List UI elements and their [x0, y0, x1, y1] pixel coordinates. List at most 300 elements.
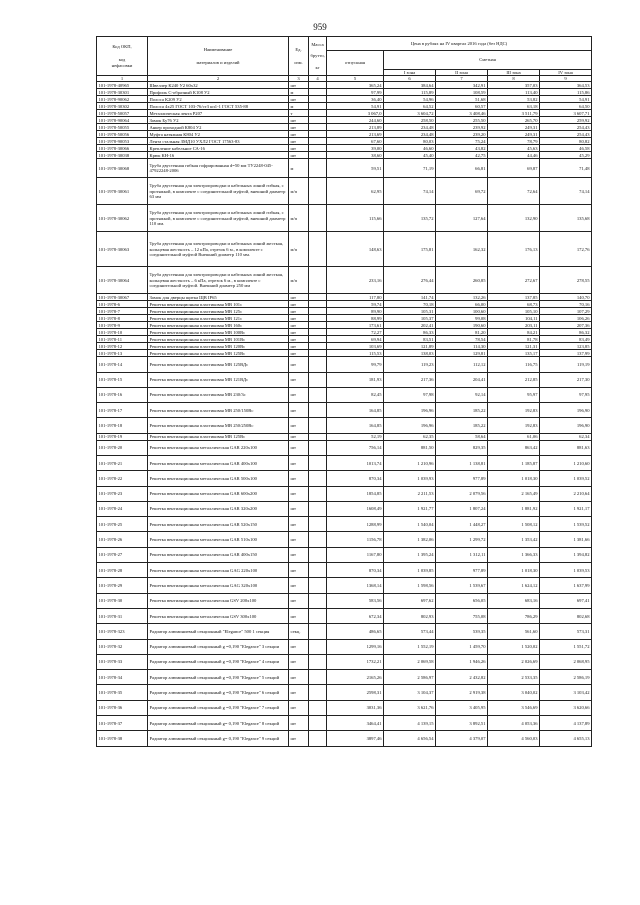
row-unit: м	[289, 103, 309, 110]
row-name: Решетка вентиляционная металлическая GAR 320x200	[148, 501, 289, 516]
row-price-zone-3: 78,79	[488, 138, 540, 145]
header-zone-2: II зона	[436, 69, 488, 75]
row-code: 101-1978-90053	[97, 138, 148, 145]
row-unit: шт	[289, 547, 309, 562]
table-row	[97, 440, 592, 455]
row-code: 101-1978-21	[97, 455, 148, 470]
col-number: 6	[384, 76, 436, 82]
row-price-zone-3: 3 040,02	[488, 685, 540, 700]
row-price-wholesale: 62,95	[327, 178, 384, 205]
page-number: 959	[313, 22, 327, 32]
row-unit: м	[289, 89, 309, 96]
row-unit: шт	[289, 336, 309, 343]
row-price-zone-4: 254,43	[540, 124, 592, 131]
col-number: 3	[289, 76, 309, 82]
row-price-zone-2: 3 892,51	[436, 716, 488, 731]
row-mass	[309, 731, 327, 746]
row-mass	[309, 159, 327, 178]
row-price-zone-3: 1 018,30	[488, 563, 540, 578]
row-price-zone-4: 123,85	[540, 343, 592, 350]
row-unit: шт	[289, 501, 309, 516]
row-name: Решетка вентиляционная пластиковая МВ 125ВДс	[148, 357, 289, 372]
row-code: 101-1978-15	[97, 372, 148, 387]
row-price-zone-3: 44,46	[488, 152, 540, 159]
row-price-wholesale: 365,24	[327, 82, 384, 89]
row-code: 101-1978-30064	[97, 267, 148, 294]
row-price-zone-4: 137,99	[540, 350, 592, 357]
row-name: Труба двустенная для электропроводки и кабельных линий гибкая, с протяжкой, в комплекте с соединительной муфтой, внешний диаметр 110 мм.	[148, 205, 289, 232]
row-price-wholesale: 3897,46	[327, 731, 384, 746]
row-price-zone-3: 121,31	[488, 343, 540, 350]
row-price-zone-4: 80,82	[540, 138, 592, 145]
row-unit: шт	[289, 418, 309, 433]
row-mass	[309, 670, 327, 685]
row-price-wholesale: 486,65	[327, 624, 384, 639]
row-price-zone-4: 254,43	[540, 131, 592, 138]
row-price-wholesale: 870,34	[327, 563, 384, 578]
row-name: Решетка вентиляционная пластиковая МВ 101Вс	[148, 336, 289, 343]
row-mass	[309, 433, 327, 440]
row-unit: шт	[289, 486, 309, 501]
table-row	[97, 329, 592, 336]
header-estimate: Сметная	[384, 51, 592, 70]
row-price-zone-1: 1 598,56	[384, 578, 436, 593]
row-price-zone-3: 561,60	[488, 624, 540, 639]
row-price-wholesale: 181,93	[327, 372, 384, 387]
row-price-zone-1: 3 104,37	[384, 685, 436, 700]
row-price-zone-2: 1 807,24	[436, 501, 488, 516]
row-code: 101-1978-33	[97, 654, 148, 669]
row-unit: шт	[289, 532, 309, 547]
row-price-zone-2: 1 138,81	[436, 455, 488, 470]
table-row	[97, 486, 592, 501]
row-unit: шт	[289, 440, 309, 455]
row-price-zone-1: 97,98	[384, 387, 436, 402]
row-price-wholesale: 59,74	[327, 301, 384, 308]
row-price-zone-3: 203,11	[488, 322, 540, 329]
row-code: 101-1978-17	[97, 403, 148, 418]
row-price-zone-4: 2 210,64	[540, 486, 592, 501]
row-code: 101-1978-28	[97, 563, 148, 578]
row-price-zone-4: 1 637,99	[540, 578, 592, 593]
row-code: 101-1978-30066	[97, 145, 148, 152]
row-name: Замок для дверцы щитка ЩВ IP65	[148, 294, 289, 301]
row-price-zone-3: 63,18	[488, 103, 540, 110]
row-price-zone-3: 72,64	[488, 178, 540, 205]
row-mass	[309, 387, 327, 402]
header-mass-line3: кг	[315, 64, 320, 70]
row-mass	[309, 700, 327, 715]
row-price-zone-2: 81,20	[436, 329, 488, 336]
table-row	[97, 103, 592, 110]
header-code-line1: Код ОКП,	[112, 44, 132, 50]
row-name: Решетка вентиляционная пластиковая МВ 121ВДс	[148, 372, 289, 387]
row-price-wholesale: 36,40	[327, 96, 384, 103]
row-unit: м/п	[289, 267, 309, 294]
col-number: 7	[436, 76, 488, 82]
row-price-zone-2: 2 432,82	[436, 670, 488, 685]
row-price-zone-2: 162,32	[436, 232, 488, 267]
row-price-zone-4: 172,76	[540, 232, 592, 267]
row-unit: секц.	[289, 624, 309, 639]
row-price-zone-3: 113,40	[488, 89, 540, 96]
row-price-zone-2: 99,08	[436, 315, 488, 322]
row-price-zone-1: 115,89	[384, 89, 436, 96]
row-mass	[309, 486, 327, 501]
row-price-zone-3: 116,75	[488, 357, 540, 372]
row-mass	[309, 593, 327, 608]
table-row	[97, 387, 592, 402]
row-price-wholesale: 233,16	[327, 267, 384, 294]
row-price-zone-4: 2 068,95	[540, 654, 592, 669]
row-name: Решетка вентиляционная пластиковая МВ 121с	[148, 315, 289, 322]
row-price-zone-4: 64,50	[540, 103, 592, 110]
row-name: Радиатор алюминиевый секционный g =0,190 "Elegance" 5 секций	[148, 670, 289, 685]
row-price-wholesale: 59,51	[327, 159, 384, 178]
table-row	[97, 670, 592, 685]
row-name: Решетка вентиляционная металлическая GSV 300x100	[148, 608, 289, 623]
row-price-wholesale: 38,60	[327, 152, 384, 159]
row-price-zone-1: 71,19	[384, 159, 436, 178]
row-price-zone-2: 829,35	[436, 440, 488, 455]
row-price-zone-3: 272,67	[488, 267, 540, 294]
row-mass	[309, 336, 327, 343]
table-row	[97, 82, 592, 89]
row-unit: шт	[289, 152, 309, 159]
row-price-zone-3: 786,29	[488, 608, 540, 623]
row-price-zone-1: 1 540,04	[384, 517, 436, 532]
row-price-zone-4: 45,29	[540, 152, 592, 159]
row-code: 101-1978-30068	[97, 159, 148, 178]
row-code: 101-1978-20	[97, 440, 148, 455]
row-price-zone-1: 276,44	[384, 267, 436, 294]
row-mass	[309, 117, 327, 124]
row-price-wholesale: 1288,99	[327, 517, 384, 532]
row-price-zone-1: 3 604,72	[384, 110, 436, 117]
table-row	[97, 455, 592, 470]
table-row	[97, 593, 592, 608]
row-price-zone-3: 192,83	[488, 403, 540, 418]
row-unit: шт	[289, 700, 309, 715]
row-price-zone-4: 107,29	[540, 308, 592, 315]
table-body	[97, 82, 592, 746]
row-price-zone-1: 1 921,77	[384, 501, 436, 516]
header-mass-line1: Масса	[311, 42, 324, 48]
row-price-zone-1: 1 395,24	[384, 547, 436, 562]
row-price-zone-2: 1 312,11	[436, 547, 488, 562]
row-price-zone-2: 342,91	[436, 82, 488, 89]
row-price-zone-2: 66,81	[436, 159, 488, 178]
row-name: Решетка вентиляционная пластиковая МВ 101с	[148, 301, 289, 308]
row-price-zone-1: 62,35	[384, 433, 436, 440]
row-price-zone-4: 4 137,89	[540, 716, 592, 731]
header-name-line2: материалов и изделий	[196, 60, 240, 65]
row-unit: шт	[289, 308, 309, 315]
row-mass	[309, 82, 327, 89]
row-mass	[309, 471, 327, 486]
table-row	[97, 501, 592, 516]
row-price-wholesale: 115,66	[327, 205, 384, 232]
row-code: 101-1978-10	[97, 329, 148, 336]
row-price-zone-4: 140,70	[540, 294, 592, 301]
row-price-zone-2: 204,41	[436, 372, 488, 387]
row-price-zone-2: 78,54	[436, 336, 488, 343]
row-price-zone-1: 83,51	[384, 336, 436, 343]
row-code: 101-1978-32	[97, 639, 148, 654]
row-mass	[309, 343, 327, 350]
row-price-zone-2: 112,12	[436, 357, 488, 372]
row-price-wholesale: 89,90	[327, 308, 384, 315]
row-name: Труба двустенная гибкая гофрированная d=50 мм ТУ2248-045-47922248-2006	[148, 159, 289, 178]
header-code	[97, 37, 148, 76]
row-price-zone-3: 249,31	[488, 124, 540, 131]
row-price-zone-3: 4 560,03	[488, 731, 540, 746]
row-name: Решетка вентиляционная пластиковая МВ 250/150Вс	[148, 403, 289, 418]
row-price-zone-3: 3 511,79	[488, 110, 540, 117]
row-code: 101-1978-30063	[97, 232, 148, 267]
table-row	[97, 178, 592, 205]
row-mass	[309, 403, 327, 418]
row-price-zone-4: 86,32	[540, 329, 592, 336]
row-price-wholesale: 3464,41	[327, 716, 384, 731]
row-price-zone-4: 135,68	[540, 205, 592, 232]
row-unit: шт	[289, 716, 309, 731]
row-name: Лента стальная ЗМД10 УХЛ2 ГОСТ 17563-83	[148, 138, 289, 145]
row-price-wholesale: 173,61	[327, 322, 384, 329]
row-price-zone-1: 1 210,96	[384, 455, 436, 470]
row-price-zone-1: 4 139,15	[384, 716, 436, 731]
row-name: Крепление кабельное СА-16	[148, 145, 289, 152]
table-row	[97, 357, 592, 372]
col-number: 5	[327, 76, 384, 82]
header-price-title: Цена в рублях на IV квартал 2016 года (без НДС)	[327, 37, 592, 51]
row-price-zone-3: 357,03	[488, 82, 540, 89]
row-unit: шт	[289, 403, 309, 418]
row-price-wholesale: 2165,26	[327, 670, 384, 685]
row-mass	[309, 517, 327, 532]
row-mass	[309, 315, 327, 322]
row-name: Решетка вентиляционная пластиковая МВ 125Вс	[148, 350, 289, 357]
row-name: Решетка вентиляционная пластиковая МВ 160с	[148, 322, 289, 329]
row-price-zone-1: 2 211,53	[384, 486, 436, 501]
row-price-zone-3: 104,11	[488, 315, 540, 322]
row-unit: м/п	[289, 205, 309, 232]
row-price-zone-3: 132,90	[488, 205, 540, 232]
row-mass	[309, 89, 327, 96]
row-price-zone-2: 190,60	[436, 322, 488, 329]
row-price-zone-3: 1 018,30	[488, 471, 540, 486]
row-name: Профиль С-образный К108 У2	[148, 89, 289, 96]
row-price-zone-2: 69,72	[436, 178, 488, 205]
row-name: Решетка вентиляционная пластиковая МВ 120Вс	[148, 343, 289, 350]
row-price-zone-3: 192,83	[488, 418, 540, 433]
row-mass	[309, 357, 327, 372]
row-code: 101-1978-30302	[97, 103, 148, 110]
row-price-zone-1: 80,03	[384, 138, 436, 145]
row-name: Решетка вентиляционная металлическая GAR 220x100	[148, 440, 289, 455]
row-unit: шт	[289, 593, 309, 608]
table-row	[97, 532, 592, 547]
row-price-zone-4: 217,30	[540, 372, 592, 387]
col-number: 9	[540, 76, 592, 82]
table-row	[97, 267, 592, 294]
header-zone-4: IV зона	[540, 69, 592, 75]
row-price-zone-1: 64,52	[384, 103, 436, 110]
row-price-zone-1: 54,96	[384, 96, 436, 103]
row-price-zone-3: 1 520,02	[488, 639, 540, 654]
row-price-zone-4: 573,31	[540, 624, 592, 639]
row-mass	[309, 685, 327, 700]
row-name: Труба двустенная для электропроводки и кабельных линий жесткая, кольцевая жесткость – 12 кПа, отрезок 6 м., в комплекте с соединительной муфтой Внешний диаметр 110 мм.	[148, 232, 289, 267]
row-unit: шт	[289, 387, 309, 402]
row-name: Радиатор алюминиевый секционный g =0,190 "Elegance" 7 секций	[148, 700, 289, 715]
row-name: Решетка вентиляционная пластиковая МВ 125с	[148, 308, 289, 315]
table-row	[97, 418, 592, 433]
row-name: Анкер проходной К804 У2	[148, 124, 289, 131]
row-price-zone-2: 539,35	[436, 624, 488, 639]
row-price-zone-2: 3 408,46	[436, 110, 488, 117]
row-price-zone-3: 2 026,69	[488, 654, 540, 669]
row-code: 101-1978-50056	[97, 131, 148, 138]
row-name: Металлическая лента Р207	[148, 110, 289, 117]
row-price-zone-2: 239,20	[436, 131, 488, 138]
table-row	[97, 624, 592, 639]
row-price-zone-2: 42,75	[436, 152, 488, 159]
table-row	[97, 131, 592, 138]
row-price-wholesale: 756,14	[327, 440, 384, 455]
row-mass	[309, 131, 327, 138]
table-row	[97, 301, 592, 308]
row-price-zone-4: 74,14	[540, 178, 592, 205]
row-price-zone-4: 802,68	[540, 608, 592, 623]
row-price-zone-1: 697,62	[384, 593, 436, 608]
header-zone-1: I зона	[384, 69, 436, 75]
row-price-zone-2: 260,85	[436, 267, 488, 294]
row-code: 101-1978-90062	[97, 96, 148, 103]
row-price-zone-3: 2 533,35	[488, 670, 540, 685]
row-mass	[309, 103, 327, 110]
row-price-zone-3: 45,63	[488, 145, 540, 152]
row-price-zone-1: 196,96	[384, 403, 436, 418]
row-price-zone-1: 135,72	[384, 205, 436, 232]
row-price-wholesale: 1299,16	[327, 639, 384, 654]
row-price-zone-1: 105,37	[384, 315, 436, 322]
row-price-zone-3: 61,06	[488, 433, 540, 440]
row-price-zone-3: 105,10	[488, 308, 540, 315]
table-row	[97, 322, 592, 329]
row-name: Полоса 4x25 ГОСТ 103-76/ст3 кп1-1 ГОСТ 535-88	[148, 103, 289, 110]
row-price-wholesale: 82,45	[327, 387, 384, 402]
row-code: 101-1978-35	[97, 685, 148, 700]
row-code: 101-1978-323	[97, 624, 148, 639]
row-price-zone-3: 4 053,36	[488, 716, 540, 731]
header-code-line3: нефасовки	[111, 62, 133, 68]
row-price-zone-2: 977,89	[436, 563, 488, 578]
row-mass	[309, 294, 327, 301]
row-code: 101-1978-38	[97, 731, 148, 746]
row-price-zone-1: 138,03	[384, 350, 436, 357]
table-row	[97, 403, 592, 418]
row-price-wholesale: 88,99	[327, 315, 384, 322]
row-price-zone-4: 697,41	[540, 593, 592, 608]
table-row	[97, 138, 592, 145]
row-price-zone-3: 863,42	[488, 440, 540, 455]
row-mass	[309, 138, 327, 145]
row-mass	[309, 455, 327, 470]
row-name: Радиатор алюминиевый секционный g =0,190 "Elegance" 6 секций	[148, 685, 289, 700]
row-unit: м/п	[289, 178, 309, 205]
row-price-zone-3: 1 353,42	[488, 532, 540, 547]
row-code: 101-1978-23	[97, 486, 148, 501]
row-code: 101-1978-6	[97, 301, 148, 308]
row-price-wholesale: 1167,80	[327, 547, 384, 562]
row-code: 101-1978-8	[97, 315, 148, 322]
header-code-line2: код	[118, 57, 126, 63]
row-price-zone-3: 68,73	[488, 301, 540, 308]
row-price-zone-4: 259,92	[540, 117, 592, 124]
row-code: 101-1978-34	[97, 670, 148, 685]
row-price-wholesale: 97,99	[327, 89, 384, 96]
table-row	[97, 608, 592, 623]
row-price-zone-3: 212,85	[488, 372, 540, 387]
row-mass	[309, 308, 327, 315]
row-mass	[309, 547, 327, 562]
row-price-wholesale: 164,85	[327, 403, 384, 418]
row-price-zone-3: 95,97	[488, 387, 540, 402]
row-name: Муфта натяжная К804 У2	[148, 131, 289, 138]
row-price-zone-4: 3 607,71	[540, 110, 592, 117]
row-code: 101-1978-13	[97, 350, 148, 357]
row-price-zone-4: 207,36	[540, 322, 592, 329]
table-row	[97, 471, 592, 486]
row-mass	[309, 232, 327, 267]
table-row	[97, 145, 592, 152]
row-price-zone-4: 3 103,42	[540, 685, 592, 700]
row-price-zone-2: 1 459,70	[436, 639, 488, 654]
row-price-zone-4: 83,49	[540, 336, 592, 343]
table-row	[97, 336, 592, 343]
row-unit: шт	[289, 563, 309, 578]
row-price-zone-4: 97,95	[540, 387, 592, 402]
row-price-zone-2: 58,64	[436, 433, 488, 440]
header-zone-3: III зона	[488, 69, 540, 75]
row-price-wholesale: 870,34	[327, 471, 384, 486]
row-price-zone-2: 92,14	[436, 387, 488, 402]
row-unit: шт	[289, 670, 309, 685]
row-mass	[309, 532, 327, 547]
row-price-zone-4: 196,90	[540, 403, 592, 418]
row-price-zone-2: 2 079,56	[436, 486, 488, 501]
row-code: 101-1978-30038	[97, 152, 148, 159]
col-number: 8	[488, 76, 540, 82]
table-row	[97, 563, 592, 578]
row-price-zone-4: 119,19	[540, 357, 592, 372]
row-mass	[309, 501, 327, 516]
row-price-zone-1: 1 552,19	[384, 639, 436, 654]
table-row	[97, 315, 592, 322]
row-name: Труба двустенная для электропроводки и кабельных линий гибкая, с протяжкой, в комплекте с соединительной муфтой, внешний диаметр 63 мм	[148, 178, 289, 205]
row-price-zone-2: 3 405,95	[436, 700, 488, 715]
row-unit: шт	[289, 350, 309, 357]
row-mass	[309, 329, 327, 336]
row-price-zone-1: 802,93	[384, 608, 436, 623]
row-name: Решетка вентиляционная металлическая GAR 600x200	[148, 486, 289, 501]
header-mass	[309, 37, 327, 76]
col-number: 1	[97, 76, 148, 82]
row-mass	[309, 301, 327, 308]
table-row	[97, 716, 592, 731]
row-mass	[309, 418, 327, 433]
